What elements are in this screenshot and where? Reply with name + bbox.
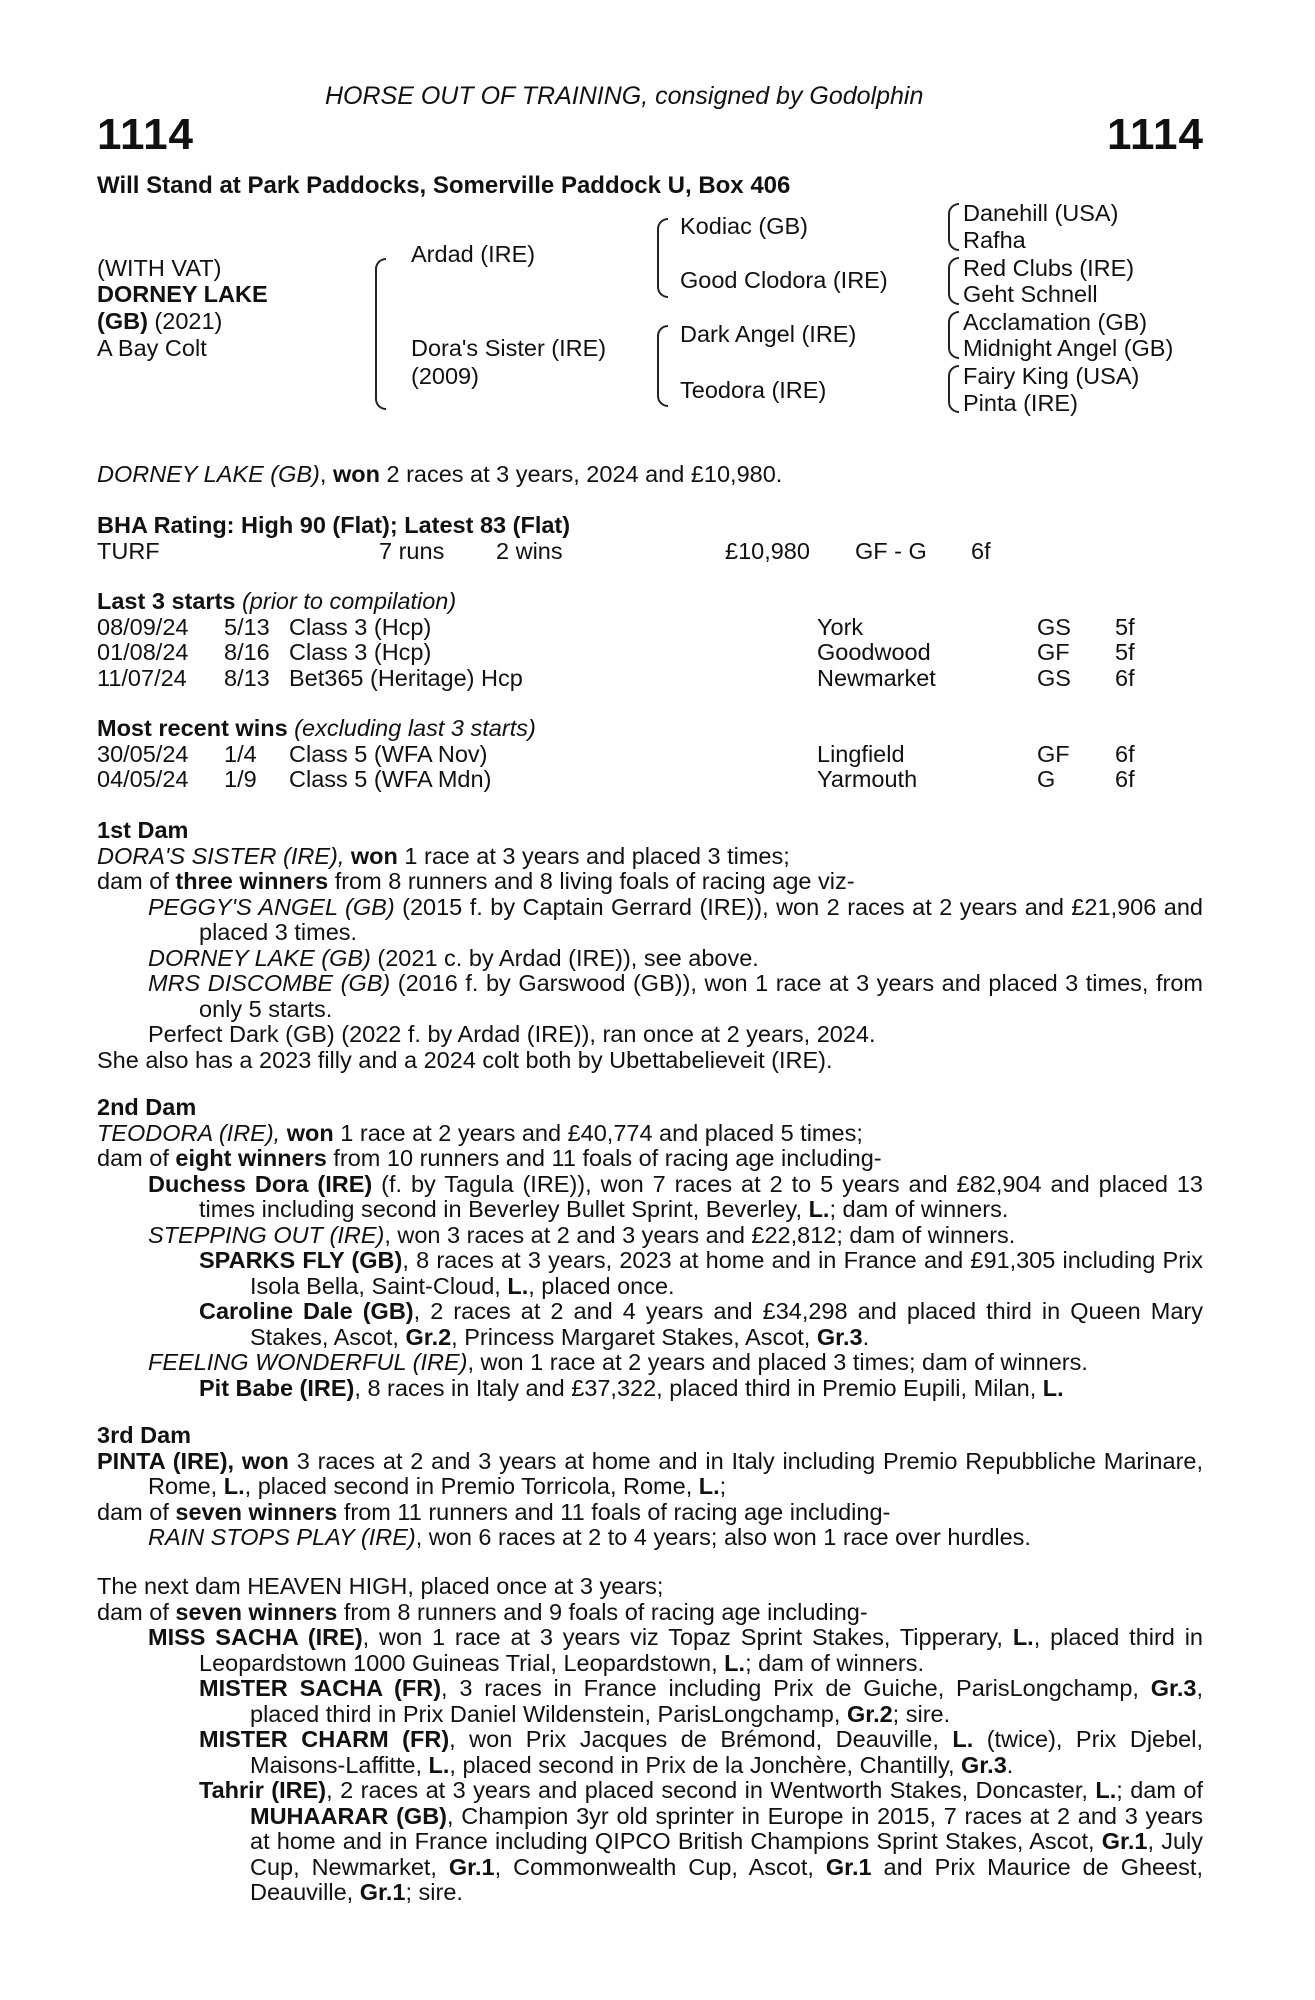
- produce-text: , 2 races at 2 and 4 years and £34,298 and placed third in Queen Mary Stakes, Ascot,: [250, 1298, 1204, 1350]
- pedigree-dds: Fairy King (USA): [963, 363, 1140, 389]
- third-dam-produce-1: [97, 1525, 1203, 1551]
- pedigree-brace-3d: [948, 365, 959, 413]
- next-dam-runners: from 8 runners and 9 foals of racing age including-: [337, 1598, 868, 1625]
- group-mark: Gr.1: [825, 1853, 872, 1880]
- first-dam-produce-4: Perfect Dark (GB) (2022 f. by Ardad (IRE)), ran once at 2 years, 2024.: [148, 1021, 876, 1047]
- produce-text: (2016 f. by Garswood (GB)), won 1 race at 3 years and placed 3 times, from only 5 starts.: [199, 970, 1203, 1022]
- third-dam-heading: 3rd Dam: [97, 1422, 192, 1448]
- second-dam-line1: [97, 1121, 1203, 1147]
- produce-text-mid: , placed third in Prix Daniel Wildenstein, ParisLongchamp,: [250, 1675, 1203, 1727]
- rating-distance: 6f: [971, 537, 991, 564]
- pedigree-brace-sire: [657, 218, 668, 298]
- listed-mark: L.: [1095, 1777, 1117, 1803]
- produce-text: , won 3 races at 2 and 3 years and £22,812; dam of winners.: [384, 1221, 1016, 1248]
- produce-text-end: , placed once.: [528, 1272, 675, 1299]
- produce-text-end: .: [1006, 1751, 1014, 1778]
- rating-prize: £10,980: [725, 537, 810, 564]
- pedigree-sss: Danehill (USA): [963, 200, 1119, 226]
- produce-text: , 8 races at 3 years, 2023 at home and in France and £91,305 including Prix Isola Bella, Saint-Cloud,: [250, 1247, 1203, 1299]
- pedigree-sdd: Geht Schnell: [963, 281, 1098, 307]
- race-date: 08/09/24: [97, 613, 189, 640]
- group-mark: Gr.1: [359, 1879, 406, 1905]
- third-dam-rest: 3 races at 2 and 3 years at home and in Italy including Premio Repubbliche Marinare, Rome,: [148, 1447, 1203, 1499]
- next-dam-winners: seven winners: [175, 1598, 338, 1625]
- summary-horse-name: DORNEY LAKE (GB): [97, 461, 320, 487]
- produce-text: (f. by Tagula (IRE)), won 7 races at 2 to 5 years and £82,904 and placed 13 times including second in Beverley Bullet Sprint, Beverley,: [199, 1170, 1203, 1222]
- listed-mark: L.: [223, 1473, 245, 1499]
- third-dam-end: ;: [719, 1473, 727, 1499]
- horse-name-line2: [97, 309, 222, 335]
- produce-name: FEELING WONDERFUL (IRE): [148, 1349, 468, 1375]
- rating-heading: BHA Rating: High 90 (Flat); Latest 83 (Flat): [97, 512, 571, 538]
- second-dam-grandproduce-1: [97, 1248, 1203, 1299]
- race-summary: DORNEY LAKE (GB), won 2 races at 3 years, 2024 and £10,980.: [97, 461, 783, 487]
- first-dam-produce-3: [97, 971, 1203, 1022]
- pedigree-sds: Red Clubs (IRE): [963, 255, 1135, 281]
- pedigree-dam-dam: Teodora (IRE): [680, 377, 827, 403]
- pedigree-brace-dam: [657, 325, 668, 407]
- produce-text-mid: (twice), Prix Djebel, Maisons-Laffitte,: [250, 1726, 1203, 1778]
- last-starts-table: [97, 615, 1203, 692]
- pedigree-dsd: Midnight Angel (GB): [963, 335, 1174, 361]
- recent-wins-section: [97, 716, 1203, 793]
- pedigree-ddd: Pinta (IRE): [963, 390, 1078, 416]
- pedigree-dam: Dora's Sister (IRE): [411, 335, 607, 361]
- produce-text-mid2: , placed second in Prix de la Jonchère, Chantilly,: [449, 1751, 962, 1778]
- horse-country: (GB): [97, 308, 148, 334]
- produce-name: MRS DISCOMBE (GB): [148, 970, 391, 996]
- listed-mark: L.: [507, 1272, 529, 1299]
- last-starts-section: [97, 589, 1203, 691]
- recent-wins-heading: [97, 716, 1203, 742]
- race-race: Class 3 (Hcp): [289, 613, 432, 640]
- race-row: [97, 742, 1203, 768]
- produce-text-end: ; sire.: [405, 1879, 463, 1905]
- produce-text-end: .: [862, 1323, 870, 1350]
- pedigree-brace-main: [375, 258, 386, 410]
- produce-text: , 8 races in Italy and £37,322, placed third in Premio Eupili, Milan,: [354, 1374, 1043, 1401]
- produce-name: Duchess Dora (IRE): [148, 1170, 373, 1197]
- second-dam-heading: 2nd Dam: [97, 1094, 197, 1120]
- produce-text-mid: , Princess Margaret Stakes, Ascot,: [451, 1323, 817, 1350]
- race-date: 11/07/24: [97, 664, 187, 691]
- third-dam-winners: seven winners: [175, 1498, 338, 1525]
- group-mark: Gr.1: [1101, 1828, 1148, 1854]
- produce-text-end: ; dam of winners.: [829, 1196, 1009, 1222]
- pedigree-sire-sire: Kodiac (GB): [680, 213, 808, 239]
- race-dist: 6f: [1115, 740, 1135, 767]
- pedigree-ssd: Rafha: [963, 227, 1026, 253]
- second-dam-produce-1: [97, 1172, 1203, 1223]
- vat-label: (WITH VAT): [97, 255, 222, 281]
- pedigree-dam-sire: Dark Angel (IRE): [680, 321, 857, 347]
- lot-number-left: 1114: [97, 110, 195, 159]
- horse-name: DORNEY LAKE: [97, 281, 268, 307]
- first-dam-section: [97, 818, 1203, 1073]
- produce-text-end: ; sire.: [892, 1700, 951, 1727]
- group-mark: Gr.1: [448, 1853, 495, 1880]
- pedigree-brace-3b: [948, 257, 959, 305]
- produce-text: (2021 c. by Ardad (IRE)), see above.: [370, 944, 759, 971]
- rating-going: GF - G: [855, 537, 927, 564]
- race-race: Class 3 (Hcp): [289, 639, 432, 665]
- race-course: Lingfield: [817, 740, 905, 767]
- last-starts-note: (prior to compilation): [235, 588, 457, 614]
- produce-text: , 2 races at 3 years and placed second in Wentworth Stakes, Doncaster,: [326, 1777, 1096, 1803]
- last-starts-title: Last 3 starts: [97, 588, 236, 614]
- first-dam-note: She also has a 2023 filly and a 2024 colt both by Ubettabelieveit (IRE).: [97, 1046, 833, 1073]
- group-mark: Gr.3: [961, 1751, 1007, 1778]
- rating-surface: TURF: [97, 537, 160, 564]
- listed-mark: L.: [724, 1649, 746, 1676]
- pedigree-brace-3a: [948, 203, 959, 251]
- third-dam-section: [97, 1423, 1203, 1551]
- produce-name: MISS SACHA (IRE): [148, 1624, 363, 1650]
- second-dam-damof: dam of: [97, 1145, 176, 1171]
- third-dam-runners: from 11 runners and 11 foals of racing age including-: [337, 1498, 891, 1525]
- race-date: 30/05/24: [97, 740, 189, 767]
- recent-wins-table: [97, 742, 1203, 793]
- third-dam-line1: [97, 1449, 1203, 1500]
- produce-name-muhaarar: MUHAARAR (GB): [250, 1802, 447, 1829]
- second-dam-name: TEODORA (IRE),: [97, 1119, 281, 1146]
- group-mark: Gr.3: [816, 1323, 863, 1350]
- race-date: 04/05/24: [97, 766, 189, 792]
- produce-text-mid: ; dam of: [1116, 1777, 1203, 1803]
- produce-name: Tahrir (IRE): [199, 1777, 327, 1803]
- race-going: GS: [1037, 664, 1071, 691]
- first-dam-rest: 1 race at 3 years and placed 3 times;: [397, 842, 790, 869]
- listed-mark: L.: [428, 1751, 450, 1778]
- stand-location: Will Stand at Park Paddocks, Somerville Paddock U, Box 406: [97, 172, 791, 199]
- first-dam-line2: [97, 869, 1203, 895]
- pedigree-sire: Ardad (IRE): [411, 241, 536, 267]
- next-dam-grandproduce-2: [97, 1727, 1203, 1778]
- pedigree-sire-dam: Good Clodora (IRE): [680, 267, 888, 293]
- produce-name: STEPPING OUT (IRE): [148, 1221, 385, 1248]
- horse-description: A Bay Colt: [97, 335, 207, 361]
- second-dam-winners: eight winners: [175, 1145, 327, 1171]
- produce-name: RAIN STOPS PLAY (IRE): [148, 1524, 416, 1550]
- produce-name: DORNEY LAKE (GB): [148, 944, 371, 971]
- second-dam-won: won: [286, 1119, 334, 1146]
- last-starts-heading: [97, 589, 1203, 615]
- lot-number-right: 1114: [1106, 110, 1204, 159]
- first-dam-winners: three winners: [175, 868, 329, 894]
- second-dam-grandproduce-3: [97, 1376, 1203, 1402]
- listed-mark: L.: [1012, 1624, 1034, 1650]
- race-pos: 5/13: [224, 613, 270, 640]
- race-course: Yarmouth: [817, 766, 918, 792]
- listed-mark: L.: [698, 1473, 720, 1499]
- pedigree-dss: Acclamation (GB): [963, 309, 1148, 335]
- next-dam-section: [97, 1574, 1203, 1906]
- race-row: [97, 640, 1203, 666]
- summary-text: 2 races at 3 years, 2024 and £10,980.: [379, 461, 783, 487]
- produce-text: (2015 f. by Captain Gerrard (IRE)), won 2 races at 2 years and £21,906 and placed 3 times.: [199, 893, 1203, 945]
- pedigree-dam-year: (2009): [411, 363, 479, 389]
- third-dam-mid: , placed second in Premio Torricola, Rome,: [244, 1473, 699, 1499]
- second-dam-produce-2: [97, 1223, 1203, 1249]
- produce-name: SPARKS FLY (GB): [199, 1247, 403, 1273]
- race-going: GS: [1037, 613, 1071, 640]
- second-dam-produce-3: [97, 1350, 1203, 1376]
- race-dist: 5f: [1115, 613, 1135, 640]
- rating-runs: 7 runs: [379, 537, 445, 564]
- first-dam-runners: from 8 runners and 8 living foals of racing age viz-: [328, 868, 855, 894]
- race-pos: 1/9: [224, 766, 257, 792]
- pedigree-brace-3c: [948, 311, 959, 359]
- listed-mark: L.: [1042, 1374, 1064, 1401]
- group-mark: Gr.2: [846, 1700, 893, 1727]
- race-date: 01/08/24: [97, 639, 189, 665]
- next-dam-grandproduce-1: [97, 1676, 1203, 1727]
- produce-text-mid3: , July Cup, Newmarket,: [250, 1828, 1203, 1880]
- first-dam-produce-2: [97, 946, 1203, 972]
- produce-text-mid: , placed third in Leopardstown 1000 Guineas Trial, Leopardstown,: [199, 1624, 1204, 1676]
- group-mark: Gr.2: [405, 1323, 452, 1350]
- next-dam-line1: The next dam HEAVEN HIGH, placed once at 3 years;: [97, 1573, 664, 1599]
- group-mark: Gr.3: [1150, 1675, 1197, 1701]
- produce-text: , won Prix Jacques de Brémond, Deauville,: [449, 1726, 953, 1752]
- race-going: GF: [1037, 740, 1070, 767]
- race-pos: 1/4: [224, 740, 257, 767]
- race-course: Newmarket: [817, 664, 936, 691]
- next-dam-produce-1: [97, 1625, 1203, 1676]
- second-dam-line2: [97, 1146, 1203, 1172]
- produce-text-end: ; dam of winners.: [745, 1649, 924, 1676]
- produce-name: PEGGY'S ANGEL (GB): [148, 893, 395, 920]
- race-going: GF: [1037, 639, 1070, 665]
- race-course: York: [817, 613, 864, 640]
- horse-year: (2021): [147, 308, 223, 334]
- listed-mark: L.: [808, 1196, 830, 1222]
- race-dist: 5f: [1115, 639, 1135, 665]
- race-row: [97, 615, 1203, 641]
- first-dam-damof: dam of: [97, 868, 176, 894]
- first-dam-won: won: [350, 842, 398, 869]
- listed-mark: L.: [952, 1726, 974, 1752]
- race-race: Class 5 (WFA Mdn): [289, 766, 492, 792]
- first-dam-produce-1: [97, 895, 1203, 946]
- race-race: Bet365 (Heritage) Hcp: [289, 664, 523, 691]
- recent-wins-title: Most recent wins: [97, 715, 288, 741]
- produce-text: , won 1 race at 3 years viz Topaz Sprint Stakes, Tipperary,: [362, 1624, 1013, 1650]
- rating-row: [97, 539, 1203, 565]
- second-dam-rest: 1 race at 2 years and £40,774 and placed 5 times;: [333, 1119, 863, 1146]
- race-dist: 6f: [1115, 664, 1135, 691]
- produce-text: , won 6 races at 2 to 4 years; also won 1 race over hurdles.: [415, 1524, 1031, 1550]
- produce-text: , won 1 race at 2 years and placed 3 times; dam of winners.: [467, 1349, 1088, 1375]
- produce-text-mid4: , Commonwealth Cup, Ascot,: [494, 1853, 826, 1880]
- summary-won: won: [332, 461, 380, 487]
- third-dam-line2: [97, 1500, 1203, 1526]
- produce-text-mid5: and Prix Maurice de Gheest, Deauville,: [250, 1853, 1203, 1905]
- third-dam-won: won: [241, 1447, 289, 1474]
- race-row: [97, 666, 1203, 692]
- third-dam-damof: dam of: [97, 1498, 176, 1525]
- race-going: G: [1037, 766, 1056, 792]
- second-dam-section: [97, 1095, 1203, 1401]
- recent-wins-note: (excluding last 3 starts): [287, 715, 536, 741]
- second-dam-runners: from 10 runners and 11 foals of racing age including-: [326, 1145, 882, 1171]
- race-pos: 8/16: [224, 639, 270, 665]
- produce-name: Caroline Dale (GB): [199, 1298, 414, 1324]
- produce-name: MISTER CHARM (FR): [199, 1726, 450, 1752]
- produce-name: Pit Babe (IRE): [199, 1374, 355, 1401]
- race-course: Goodwood: [817, 639, 931, 665]
- rating-section: [97, 513, 1203, 564]
- first-dam-heading: 1st Dam: [97, 817, 189, 843]
- race-pos: 8/13: [224, 664, 270, 691]
- produce-text: , 3 races in France including Prix de Guiche, ParisLongchamp,: [441, 1675, 1151, 1701]
- next-dam-line2: [97, 1600, 1203, 1626]
- race-row: [97, 767, 1203, 793]
- next-dam-grandproduce-3: [97, 1778, 1203, 1906]
- race-race: Class 5 (WFA Nov): [289, 740, 488, 767]
- rating-wins: 2 wins: [496, 537, 563, 564]
- first-dam-line1: [97, 844, 1203, 870]
- consigned-line: HORSE OUT OF TRAINING, consigned by Godolphin: [325, 82, 924, 110]
- second-dam-grandproduce-2: [97, 1299, 1203, 1350]
- third-dam-name: PINTA (IRE),: [97, 1447, 235, 1474]
- next-dam-damof: dam of: [97, 1598, 176, 1625]
- race-dist: 6f: [1115, 766, 1135, 792]
- first-dam-name: DORA'S SISTER (IRE),: [97, 842, 345, 869]
- produce-text-mid2: , Champion 3yr old sprinter in Europe in 2015, 7 races at 2 and 3 years at home and in France including QIPCO British Champions Sprint Stakes, Ascot,: [250, 1802, 1203, 1854]
- produce-name: MISTER SACHA (FR): [199, 1675, 442, 1701]
